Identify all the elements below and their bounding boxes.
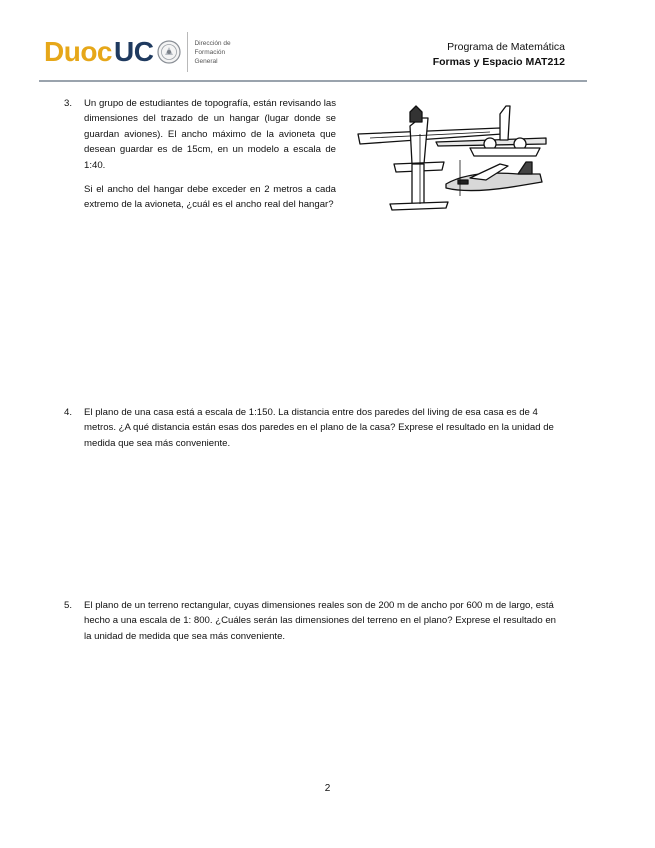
problem-number: 4. xyxy=(64,407,73,418)
problem-number: 5. xyxy=(64,600,73,611)
page-header xyxy=(0,0,655,82)
airplane-illustration xyxy=(350,104,550,219)
page-number: 2 xyxy=(324,783,331,794)
program-heading xyxy=(433,40,565,70)
problem-text: El plano de un terreno rectangular, cuyas dimensiones reales son de 200 m de ancho por 600 m de largo, está hecho a una escala de 1: 800. ¿Cuáles serán las dimensiones del terreno en el plano? Exprese el resultado en la unidad de medida que sea más conveniente. xyxy=(84,600,556,642)
program-name: Programa de Matemática xyxy=(447,41,565,53)
problem-text: Un grupo de estudiantes de topografía, están revisando las dimensiones del trazado de un hangar (lugar donde se guardan aviones). El ancho máximo de la avioneta que desean guardar es de 15cm, en un modelo a escala de 1:40. xyxy=(84,98,336,171)
problem-text: El plano de una casa está a escala de 1:150. La distancia entre dos paredes del living de esa casa es de 4 metros. ¿A qué distancia están esas dos paredes en el plano de la casa? Exprese el resultado en la unidad de medida que sea más conveniente. xyxy=(84,407,554,449)
logo-word-duoc: Duoc xyxy=(44,36,112,67)
header-rule xyxy=(39,80,587,82)
logo-subtitle xyxy=(194,39,230,66)
course-name: Formas y Espacio MAT212 xyxy=(432,56,565,68)
institution-seal-icon xyxy=(157,40,181,64)
duoc-uc-logo xyxy=(44,30,231,74)
logo-subtitle-line: Formación xyxy=(194,48,226,56)
logo-word-uc: UC xyxy=(114,36,154,67)
problem-text: Si el ancho del hangar debe exceder en 2 metros a cada extremo de la avioneta, ¿cuál es el ancho real del hangar? xyxy=(84,184,336,211)
logo-subtitle-line: Dirección de xyxy=(194,39,231,47)
problem-3 xyxy=(64,96,336,213)
logo-divider xyxy=(187,32,188,72)
problem-5 xyxy=(64,598,564,644)
logo-subtitle-line: General xyxy=(194,57,218,65)
problem-4 xyxy=(64,405,564,451)
problem-number: 3. xyxy=(64,98,73,109)
